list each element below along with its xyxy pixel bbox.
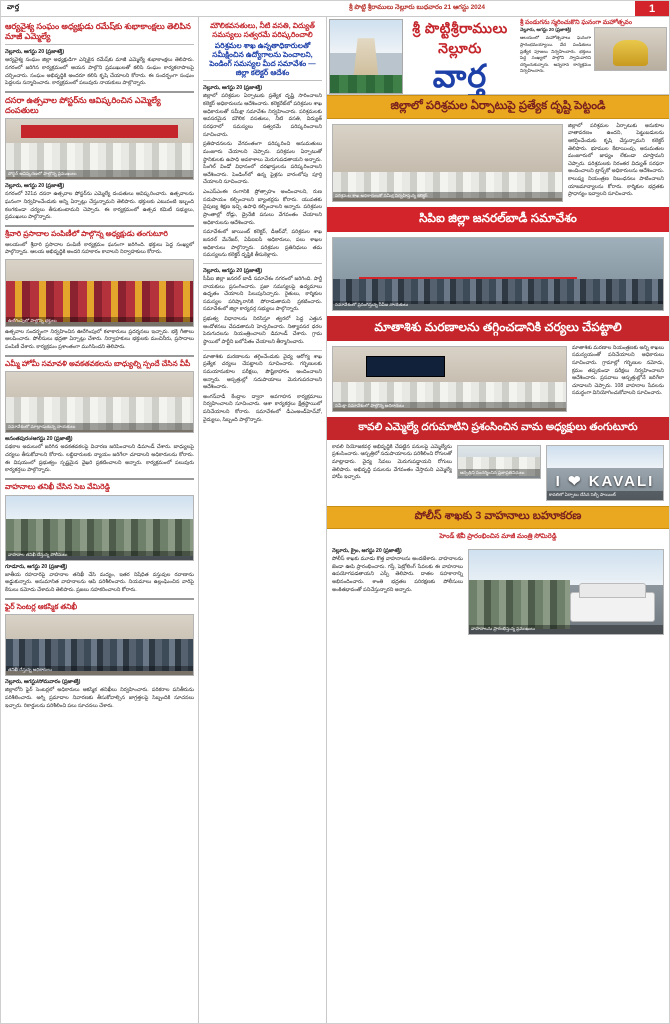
divider [5,478,194,480]
article-headline: ఎమ్మీ హోమీ సమావళి అవకతవకలను బాధ్యుల్ని స్పందే చేసిన వీపీ [5,358,191,368]
masthead-title-block [403,19,517,94]
article-photo [546,445,664,501]
masthead [327,17,669,95]
article-photo [5,259,194,327]
article-headline: వాహనాలు తనిఖీ చేసిన సెబ వేమిరెడ్డి [5,482,110,492]
article-photo [5,614,194,676]
article-headline: దసరా ఉత్సవాల పోస్టర్‌ను ఆవిష్కరించిన ఎమ్మెల్యే దంపతులు [5,95,161,115]
photo-caption: వాహనాలను ప్రారంభిస్తున్న ప్రముఖులు [469,625,663,634]
article-dateline: నెల్లూరు, ఆగస్టు 20 (ప్రజాశక్తి) [203,85,263,92]
middle-column [199,17,327,1023]
divider [5,91,194,93]
page-header-strip [1,1,669,17]
article-photo [457,445,541,479]
photo-caption: పోస్టర్ ఆవిష్కరణలో పాల్గొన్న ప్రముఖులు [6,170,193,179]
article-photo [5,118,194,180]
article-body: పోలీస్ శాఖకు మూడు కొత్త వాహనాలను అందజేశారు. వాహనాలను జెండా ఊపి ప్రారంభించారు. గస్తీ, పెట్రోలింగ్ సేవలకు ఈ వాహనాలు ఉపయోగపడతాయని ఎస్పీ తెలిపారు. దాతల సహకారాన్ని అభినందించారు. శాంతి భద్రతల పరిరక్షణకు పోలీసులు అంకితభావంతో పనిచేస్తున్నారని అన్నారు. [332,556,463,593]
divider [5,44,194,45]
photo-scene [333,238,663,310]
divider [5,355,194,357]
article-body: జిల్లాలో పరిశ్రమల ఏర్పాటుకు ప్రత్యేక దృష్టి సారించాలని కలెక్టర్ అధికారులను ఆదేశించారు. కలెక్టరేట్‌లో పరిశ్రమల శాఖ అధికారులతో సమీక్షా సమావేశం నిర్వహించారు. పరిశ్రమలకు అవసరమైన మౌలిక వసతులు, నీటి వసతి, విద్యుత్ సరఫరాలో సమస్యలు సత్వరమే పరిష్కరించాలని సూచించారు. [203,93,322,138]
section-bar-kavali: కావలి ఎమ్మెల్యే దగుమాటిని ప్రశంసించిన వామ అధ్యక్షులు తంగుటూరు [327,417,669,440]
lead-banner-headline: జిల్లాలో పరిశ్రమల ఏర్పాటుపై ప్రత్యేక దృష్టి పెట్టండి [327,95,669,119]
article-body: ఆలయంలో మహోత్సవాలు ఘనంగా ప్రారంభమయ్యాయి. వేద పండితులు ప్రత్యేక పూజలు నిర్వహించారు. భక్తులు పెద్ద సంఖ్యలో పాల్గొని స్వామివారిని దర్శించుకున్నారు. అన్నదాన కార్యక్రమం నిర్వహించారు. [520,35,591,74]
police-vehicle [570,592,655,622]
article-body: ఉత్సవాల సందర్భంగా నిర్వహించిన ఊరేగింపులో కళాకారులు ప్రదర్శనలు ఇచ్చారు. భక్తి గీతాలు ఆలపించారు. పోలీసులు భద్రతా ఏర్పాట్లు చేశారు. నిర్వాహకులు భక్తులకు మంచినీరు, ప్రసాదాలు పంపిణీ చేశారు. కార్యక్రమం ప్రశాంతంగా ముగిసిందని తెలిపారు. [5,328,194,351]
article-dateline: నెల్లూరు, ఆగస్టు 20 (ప్రజాశక్తి) [5,49,65,56]
photo-scene [595,28,666,70]
masthead-temple-photo [329,19,403,94]
article-headline: శ్రీ పండుగను స్మరించుకొని ఘనంగా మహోత్సవం [520,19,632,26]
photo-caption: కావలిలో ఏర్పాటు చేసిన సెల్ఫీ పాయింట్ [547,491,663,500]
article-photo [332,346,567,412]
photo-scene [333,125,562,201]
article-dateline: అనంతపురం/ఆగస్టు 20 (ప్రజాశక్తి) [5,436,73,443]
article-headline: శ్రీవారి ప్రసాదాల పంపిణీలో పాల్గొన్న అధ్యక్షుడు తంగుటూరి [5,228,168,238]
article-photo [332,124,563,202]
kavali-article-block [327,440,669,506]
article-body: ప్రతిపాదనలను వేగవంతంగా పరిష్కరించి అనుమతులు మంజూరు చేయాలని చెప్పారు. పరిశ్రమల ఏర్పాటుతో స్థానికులకు ఉపాధి అవకాశాలు మెరుగుపడతాయని అన్నారు. సింగిల్ విండో విధానంలో దరఖాస్తులను పరిష్కరించాలని ఆదేశించారు. పెండింగ్‌లో ఉన్న ఫైళ్లను వారంలోపు పూర్తి చేయాలని సూచించారు. [203,141,322,186]
masthead-logo-text: వార్త [432,58,488,94]
photo-caption: వాహనాల తనిఖీ చేస్తున్న పోలీసులు [6,551,193,560]
section-bar-maternal: మాతాశిశు మరణాలను తగ్గించడానికి చర్యలు చేపట్టాలి [327,316,669,341]
photo-caption: సమీక్షా సమావేశంలో పాల్గొన్న అధికారులు [333,402,566,411]
photo-caption: ఊరేగింపులో పాల్గొన్న భక్తులు [6,317,193,326]
article-photo [468,549,664,635]
article-body: మాతాశిశు మరణాల నియంత్రణకు అన్ని శాఖలు సమన్వయంతో పనిచేయాలని అధికారులు సూచించారు. గ్రామాల్లో గర్భిణుల నమోదు, క్రమం తప్పకుండా పరీక్షలు నిర్వహించాలని ఆదేశించారు. ప్రసవాలు ఆస్పత్రుల్లోనే జరిగేలా చూడాలని చెప్పారు. 108 వాహనాల సేవలను సమర్థంగా వినియోగించుకోవాలని సూచించారు. [572,344,664,397]
article-body: పథకాల అమలులో జరిగిన అవకతవకలపై విచారణ జరిపించాలని డిమాండ్ చేశారు. బాధ్యులపై చర్యలు తీసుకోవాలని కోరారు. లబ్ధిదారులకు న్యాయం జరిగేలా చూడాలని అధికారులను కోరారు. ఈ విషయంలో ప్రభుత్వం స్పష్టమైన వైఖరి ప్రకటించాలని అన్నారు. కార్యక్రమంలో పలువురు కార్యకర్తలు పాల్గొన్నారు. [5,444,194,474]
right-column [327,17,669,1023]
article-body: కావలి నియోజకవర్గ అభివృద్ధికి చేపట్టిన పనులపై ఎమ్మెల్యేను ప్రశంసించారు. ఆస్పత్రిలో సదుపాయాలను పరిశీలించి రోగులతో మాట్లాడారు. వైద్య సేవలు మెరుగుపడ్డాయని రోగులు తెలిపారు. అభివృద్ధి పనులను వేగవంతం చేస్తామని ఎమ్మెల్యే హామీ ఇచ్చారు. [332,443,452,481]
divider [5,225,194,227]
divider [203,80,322,81]
photo-caption: సమావేశంలో ప్రసంగిస్తున్న సీపీఐ నాయకులు [333,301,663,310]
divider [5,598,194,600]
article-photo [5,495,194,561]
article-body: ఆర్యవైశ్య సంఘం జిల్లా అధ్యక్షుడిగా ఎన్నికైన రమేష్‌కు మాజీ ఎమ్మెల్యే శుభాకాంక్షలు తెలిపారు. నగరంలో జరిగిన కార్యక్రమంలో ఆయన పాల్గొని ప్రముఖులతో కలిసి సంఘం కార్యకలాపాలపై చర్చించారు. సంఘం అభివృద్ధికి అందరూ కలిసి కృషి చేయాలని కోరారు. ఈ సందర్భంగా సంఘం పెద్దలను సన్మానించారు. కార్యక్రమంలో పలువురు నాయకులు పాల్గొన్నారు. [5,57,194,87]
page-body [1,17,669,1023]
article-dateline: నెల్లూరు, ఆగస్టు 20 (ప్రజాశక్తి) [203,267,263,274]
kicker-subhead: మౌలికవసతులు, నీటి వసతి, విద్యుత్ సమస్యలు సత్వరమే పరిష్కరించాలి [210,21,315,39]
article-body: అంగన్‌వాడీ కేంద్రాల ద్వారా అవగాహన కార్యక్రమాలు నిర్వహించాలని సూచించారు. ఆశా కార్యకర్తలు క్షేత్రస్థాయిలో పనిచేయాలని కోరారు. సమావేశంలో డీఎంఅండ్‌హెచ్‌వో, వైద్యులు, సిబ్బంది పాల్గొన్నారు. [203,393,322,423]
maternal-article-block [327,341,669,417]
masthead-mini-label: వార్త [7,4,20,11]
article-body: ఆలయంలో శ్రీవారి ప్రసాదాల పంపిణీ కార్యక్రమం ఘనంగా జరిగింది. భక్తులు పెద్ద సంఖ్యలో పాల్గొన్నారు. ఆలయ అభివృద్ధికి అందరి సహకారం కావాలని నిర్వాహకులు కోరారు. [5,241,194,256]
photo-caption: ఆస్పత్రిని సందర్శించిన ప్రజాప్రతినిధులు [458,469,540,478]
article-body: జాతీయ రహదారిపై వాహనాల తనిఖీ చేసి మద్యం, ఇతర నిషేధిత వస్తువుల రవాణాను అడ్డుకున్నారు. అనుమానిత వాహనాలను ఆపి పరిశీలించారు. నియమాలు ఉల్లంఘించిన వారిపై కేసులు నమోదు చేశామని తెలిపారు. ప్రజలు సహకరించాలని కోరారు. [5,571,194,594]
section-bar-cpi: సిపిఐ జిల్లా జనరల్‌బాడీ సమావేశం [327,207,669,232]
article-body: నగరంలో 321వ దసరా ఉత్సవాల పోస్టర్‌ను ఎమ్మెల్యే దంపతులు ఆవిష్కరించారు. ఉత్సవాలను ఘనంగా నిర్వహించేందుకు అన్ని ఏర్పాట్లు చేస్తున్నామని తెలిపారు. భక్తులకు ఎటువంటి ఇబ్బంది కలగకుండా చర్యలు తీసుకుంటామని చెప్పారు. ఈ కార్యక్రమంలో ఉత్సవ కమిటీ సభ్యులు, ప్రముఖులు పాల్గొన్నారు. [5,191,194,221]
kicker-subhead-secondary: పరిశ్రమల శాఖ ఉన్నతాధికారులతో సమీక్షించిన ఉద్యోగాలను పెంచాలని, పెండింగ్ సమస్యల మీద సమావేశం — జిల్లా కలెక్టర్ ఆదేశం [209,41,316,77]
article-dateline: నెల్లూరు, ఆగస్టు 20 (ప్రజాశక్తి) [520,27,572,33]
article-headline: ఆర్యవైశ్య సంఘం అధ్యక్షుడు రమేష్‌కు శుభాకాంక్షలు తెలిపిన మాజీ ఎమ్మెల్యే [5,22,191,41]
lead-article-block [327,119,669,207]
article-photo [332,237,664,311]
photo-caption: తనిఖీ చేస్తున్న అధికారులు [6,666,193,675]
article-body: సమావేశంలో జాయింట్ కలెక్టర్, డీఆర్‌వో, పరిశ్రమల శాఖ జనరల్ మేనేజర్, ఏపీఐఐసీ అధికారులు, పలు శాఖల అధికారులు పాల్గొన్నారు. పరిశ్రమల ప్రతినిధులు తమ సమస్యలను కలెక్టర్ దృష్టికి తీసుకెళ్లారు. [203,229,322,259]
article-body: సీపీఐ జిల్లా జనరల్ బాడీ సమావేశం నగరంలో జరిగింది. పార్టీ నాయకులు ప్రసంగించారు. ప్రజా సమస్యలపై ఉద్యమాలు ఉధృతం చేయాలని పిలుపునిచ్చారు. రైతులు, కార్మికుల సమస్యల పరిష్కారానికి పోరాడుతామని ప్రకటించారు. సమావేశంలో జిల్లా కార్యవర్గ సభ్యులు పాల్గొన్నారు. [203,275,322,313]
article-photo [5,371,194,433]
article-photo [594,27,667,71]
article-dateline: నెల్లూరు, ఆగస్టు/సోమవారం (ప్రజాశక్తి) [5,679,81,686]
article-body: జిల్లాలో పరిశ్రమల ఏర్పాటుకు అనుకూల వాతావరణం ఉందని, పెట్టుబడులను ఆకర్షించేందుకు కృషి చేస్తున్నామని కలెక్టర్ తెలిపారు. భూముల కేటాయింపు, అనుమతుల మంజూరులో జాప్యం లేకుండా చూస్తామని చెప్పారు. పరిశ్రమలకు నిరంతర విద్యుత్ సరఫరా అందించాలని ట్రాన్స్‌కో అధికారులను ఆదేశించారు. కాలుష్య నియంత్రణ నిబంధనలు పాటించాలని యాజమాన్యాలను కోరారు. కార్మికుల భద్రతకు ప్రాధాన్యం ఇవ్వాలని సూచించారు. [568,122,664,198]
article-body: మాతాశిశు మరణాలను తగ్గించేందుకు వైద్య ఆరోగ్య శాఖ ప్రత్యేక చర్యలు చేపట్టాలని సూచించారు. గర్భిణులకు సమయానుకూల పరీక్షలు, పౌష్టికాహారం అందించాలని అన్నారు. ఆస్పత్రుల్లో సదుపాయాలు మెరుగుపరచాలని ఆదేశించారు. [203,353,322,391]
police-article-block [327,544,669,1023]
article-body: ఎంఎస్ఎంఈ రంగానికి ప్రోత్సాహం అందించాలని, రుణ సదుపాయం కల్పించాలని బ్యాంకర్లను కోరారు. యువతకు నైపుణ్య శిక్షణ ఇచ్చి ఉపాధి కల్పించాలని అన్నారు. పరిశ్రమల ప్రాంతాల్లో రోడ్లు, డ్రైనేజీ పనులు వేగవంతం చేయాలని అధికారులను ఆదేశించారు. [203,189,322,226]
article-dateline: నెల్లూరు, ఆగస్టు 20 (ప్రజాశక్తి) [5,183,65,190]
left-column [1,17,199,1023]
photo-caption: పరిశ్రమల శాఖ అధికారులతో సమీక్ష నిర్వహిస్తున్న కలెక్టర్ [333,192,562,201]
divider [203,350,322,351]
police-subhead: హెండ్ ఇోవి ప్రారంభించిన మాజీ మంత్రి సోమిరెడ్డి [439,532,557,540]
issue-dateline: శ్రీ పొట్టి శ్రీరాములు నెల్లూరు బుధవారం 21 ఆగస్టు 2024 [348,4,486,11]
article-body: జిల్లాలోని ఫైర్ సెంటర్లలో అధికారులు ఆకస్మిక తనిఖీలు నిర్వహించారు. పరికరాల పనితీరును పరిశీలించారు. అగ్ని ప్రమాదాల నివారణకు తీసుకోవాల్సిన జాగ్రత్తలపై సిబ్బందికి సూచనలు ఇచ్చారు. రికార్డులను పరిశీలించి పలు సూచనలు చేశారు. [5,687,194,709]
article-headline: ఫైర్ సెంటర్ల ఆకస్మిక తనిఖీ [5,601,78,611]
cpi-article-block [327,232,669,316]
photo-caption: సమావేశంలో మాట్లాడుతున్న నాయకులు [6,423,193,432]
masthead-subtitle: శ్రీ పొట్టిశ్రీరాములు నెల్లూరు [412,20,508,56]
article-dateline: గూడూరు, ఆగస్టు 20 (ప్రజాశక్తి) [5,563,68,570]
section-bar-police: పోలీస్ శాఖకు 3 వాహనాలు బహూకరణ [327,506,669,529]
article-body: ప్రభుత్వ విధానాలను నిరసిస్తూ త్వరలో పెద్ద ఎత్తున ఆందోళనలు చేపడతామని హెచ్చరించారు. నిత్యావసర ధరల పెరుగుదలను నియంత్రించాలని డిమాండ్ చేశారు. గ్రామ స్థాయిలో పార్టీని బలోపేతం చేయాలని తీర్మానించారు. [203,316,322,345]
masthead-side-article [517,19,667,94]
divider [203,263,322,264]
kavali-selfie-point-text: I ❤ KAVALI [555,473,655,491]
article-dateline: నెల్లూరు, క్రైం, ఆగస్టు 20 (ప్రజాశక్తి) [332,548,402,555]
page-number: 1 [635,1,669,16]
photo-scene [469,550,663,634]
